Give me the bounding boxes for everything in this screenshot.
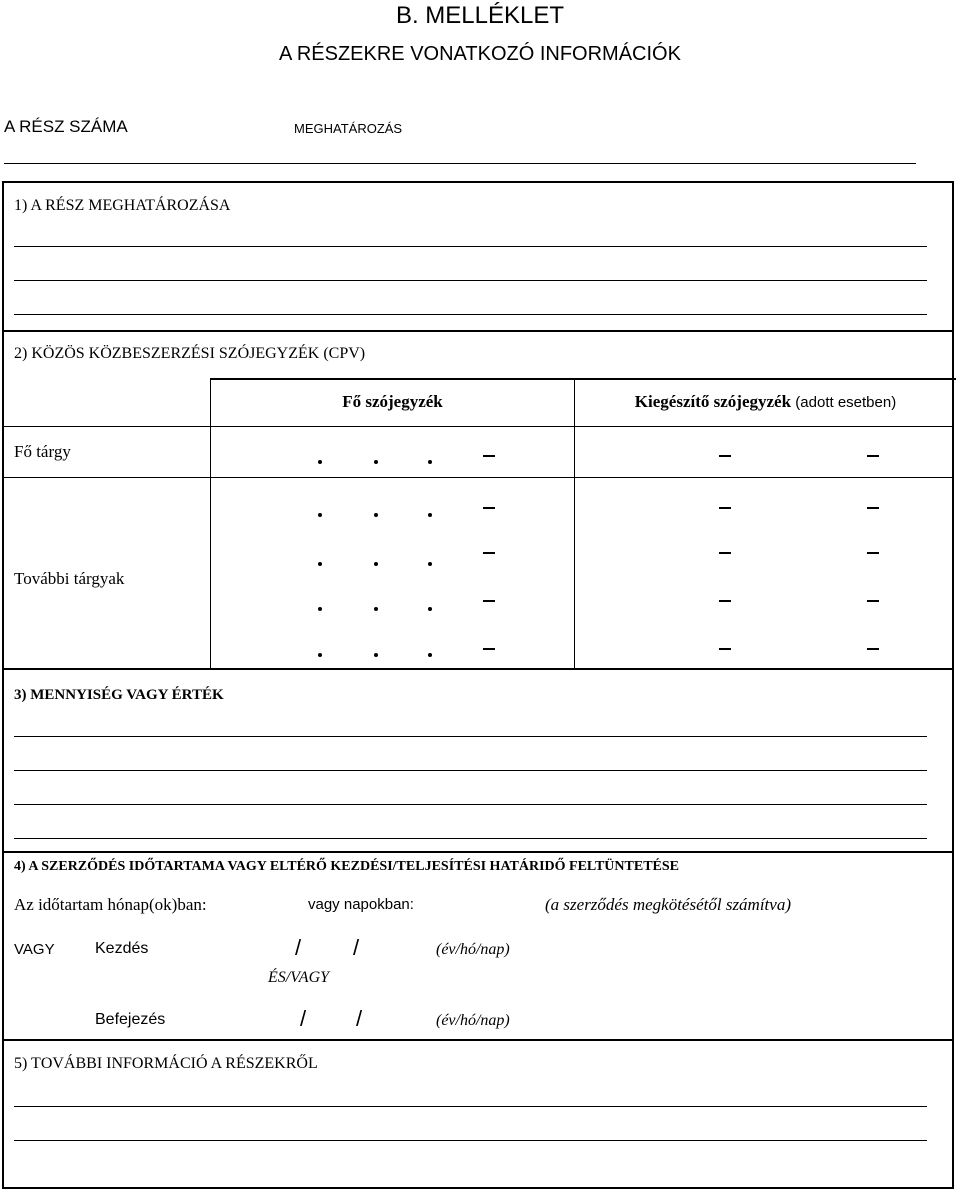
- definition-label: MEGHATÁROZÁS: [294, 121, 403, 136]
- section5-line-2[interactable]: [14, 1140, 927, 1141]
- section5-heading: 5) TOVÁBBI INFORMÁCIÓ A RÉSZEKRŐL: [14, 1055, 318, 1072]
- cpv-dot: [318, 513, 322, 517]
- section3-line-2[interactable]: [14, 770, 927, 771]
- cpv-dot: [374, 607, 378, 611]
- cpv-table-top: [210, 378, 956, 380]
- cpv-dot: [374, 562, 378, 566]
- duration-months-label: Az időtartam hónap(ok)ban:: [14, 895, 207, 914]
- start-date-format: (év/hó/nap): [436, 941, 510, 958]
- row-additional-objects: További tárgyak: [14, 569, 125, 588]
- page-title: B. MELLÉKLET: [395, 2, 565, 29]
- cpv-dot: [428, 607, 432, 611]
- duration-days-label: vagy napokban:: [308, 896, 414, 913]
- row-main-object: Fő tárgy: [14, 442, 71, 461]
- cpv-dash: [483, 552, 495, 554]
- cpv-header-line: [2, 426, 954, 427]
- section1-line-1[interactable]: [14, 246, 927, 247]
- start-date-slash-1: /: [295, 935, 302, 960]
- end-date-slash-2: /: [356, 1006, 363, 1031]
- or-label: VAGY: [14, 941, 55, 958]
- cpv-dash: [483, 648, 495, 650]
- start-date-slash-2: /: [353, 935, 360, 960]
- cpv-dot: [374, 653, 378, 657]
- cpv-dash: [867, 552, 879, 554]
- cpv-dash: [719, 552, 731, 554]
- cpv-main-row-line: [2, 477, 954, 478]
- cpv-dash: [483, 600, 495, 602]
- cpv-dash: [719, 600, 731, 602]
- cpv-dash: [719, 648, 731, 650]
- col-supplementary-vocabulary: Kiegészítő szójegyzék (adott esetben): [634, 392, 897, 411]
- cpv-dot: [428, 513, 432, 517]
- cpv-dash: [719, 455, 731, 457]
- from-conclusion-note: (a szerződés megkötésétől számítva): [545, 895, 791, 914]
- section1-line-3[interactable]: [14, 314, 927, 315]
- end-date-slash-1: /: [300, 1006, 307, 1031]
- section3-line-1[interactable]: [14, 736, 927, 737]
- cpv-dot: [428, 460, 432, 464]
- cpv-dot: [318, 562, 322, 566]
- section-divider: [2, 1039, 954, 1041]
- cpv-col-divider-1: [210, 378, 211, 668]
- cpv-dash: [867, 648, 879, 650]
- cpv-dot: [318, 460, 322, 464]
- section3-line-3[interactable]: [14, 804, 927, 805]
- col-main-vocabulary: Fő szójegyzék: [342, 392, 443, 411]
- section3-heading: 3) MENNYISÉG VAGY ÉRTÉK: [14, 687, 224, 703]
- start-label: Kezdés: [95, 940, 149, 957]
- end-label: Befejezés: [95, 1011, 166, 1028]
- part-number-label: A RÉSZ SZÁMA: [4, 117, 128, 136]
- cpv-dot: [428, 562, 432, 566]
- section4-heading: 4) A SZERZŐDÉS IDŐTARTAMA VAGY ELTÉRŐ KEZDÉSI/TELJESÍTÉSI HATÁRIDŐ FELTÜNTETÉSE: [14, 859, 679, 874]
- cpv-dash: [483, 507, 495, 509]
- cpv-dot: [318, 607, 322, 611]
- cpv-dot: [318, 653, 322, 657]
- cpv-dash: [483, 455, 495, 457]
- end-date-format: (év/hó/nap): [436, 1012, 510, 1029]
- section2-heading: 2) KÖZÖS KÖZBESZERZÉSI SZÓJEGYZÉK (CPV): [14, 345, 366, 362]
- cpv-dot: [374, 513, 378, 517]
- section5-line-1[interactable]: [14, 1106, 927, 1107]
- and-or-label: ÉS/VAGY: [268, 969, 330, 986]
- cpv-dash: [719, 507, 731, 509]
- cpv-dot: [374, 460, 378, 464]
- cpv-dot: [428, 653, 432, 657]
- cpv-dash: [867, 507, 879, 509]
- parts-form-frame: [2, 181, 954, 1189]
- section3-line-4[interactable]: [14, 838, 927, 839]
- section1-line-2[interactable]: [14, 280, 927, 281]
- cpv-col-divider-2: [574, 378, 575, 668]
- section-divider: [2, 330, 954, 332]
- cpv-dash: [867, 455, 879, 457]
- part-number-field[interactable]: [4, 163, 916, 164]
- section-divider: [2, 668, 954, 670]
- cpv-dash: [867, 600, 879, 602]
- section1-heading: 1) A RÉSZ MEGHATÁROZÁSA: [14, 197, 231, 214]
- page-subtitle: A RÉSZEKRE VONATKOZÓ INFORMÁCIÓK: [279, 43, 681, 65]
- section-divider: [2, 851, 954, 853]
